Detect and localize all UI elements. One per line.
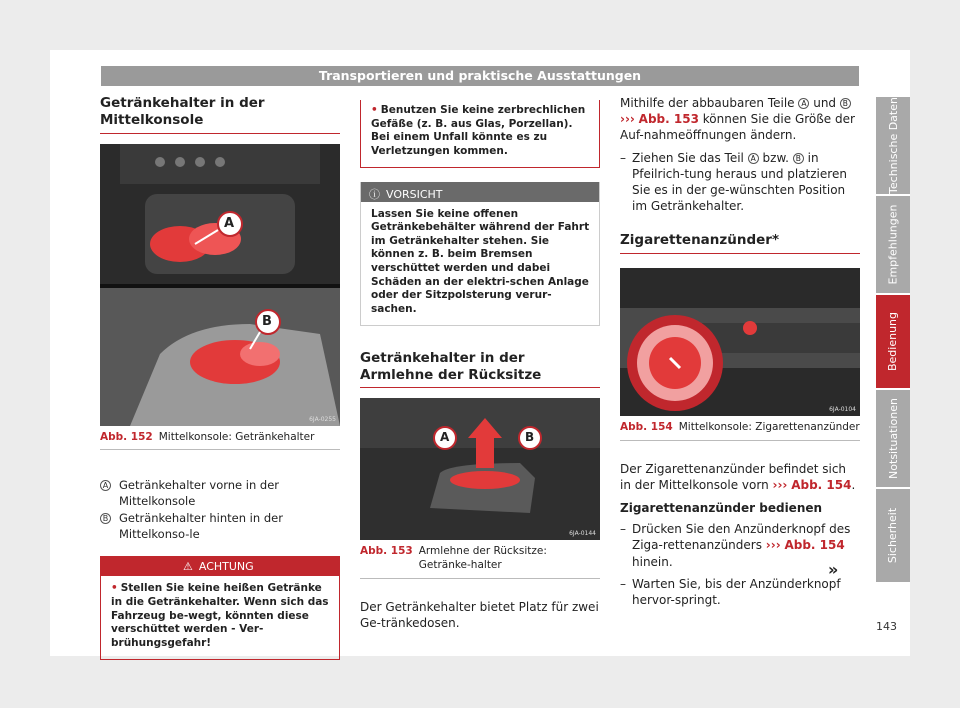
callout-a-label: A bbox=[440, 430, 450, 445]
step-text-b: hinein. bbox=[632, 554, 673, 569]
tab-empfehlungen[interactable] bbox=[876, 196, 910, 293]
tab-sicherheit[interactable] bbox=[876, 489, 910, 582]
subheading: Zigarettenanzünder bedienen bbox=[620, 501, 823, 516]
legend-item bbox=[100, 478, 340, 509]
running-header: Transportieren und praktische Ausstattungen bbox=[101, 66, 859, 86]
step-text-a: Ziehen Sie das Teil bbox=[632, 150, 744, 165]
tab-label: Empfehlungen bbox=[886, 204, 900, 285]
legend-item bbox=[100, 511, 340, 542]
step-or: bzw. bbox=[762, 150, 789, 165]
callout-b-label: B bbox=[525, 430, 535, 445]
section-heading-lighter: Zigarettenanzünder* bbox=[620, 232, 860, 254]
callout-b-label: B bbox=[262, 313, 272, 329]
figure-caption-text: Mittelkonsole: Zigarettenanzünder bbox=[678, 421, 860, 434]
bullet: • bbox=[111, 582, 118, 595]
caution-header bbox=[361, 182, 599, 202]
bullet: • bbox=[371, 104, 378, 116]
key-b: B bbox=[793, 153, 804, 164]
figure-code: 6JA-0255 bbox=[309, 415, 336, 423]
tab-technische-daten[interactable] bbox=[876, 97, 910, 194]
step-text: Warten Sie, bis der Anzünderknopf hervor-springt. bbox=[632, 576, 841, 607]
callout-layer bbox=[100, 144, 340, 426]
page-number: 143 bbox=[876, 620, 897, 633]
tab-label: Technische Daten bbox=[886, 97, 900, 194]
body-text: Der Getränkehalter bietet Platz für zwei Ge-tränkedosen. bbox=[360, 599, 599, 630]
figure-number: Abb. 154 bbox=[620, 421, 673, 434]
key-b: B bbox=[840, 98, 851, 109]
body-text: Der Zigarettenanzünder befindet sich in der Mittelkonsole vorn ››› Abb. 154. bbox=[620, 461, 856, 493]
figure-153 bbox=[360, 398, 600, 540]
figure-ref-link[interactable]: Abb. 153 bbox=[638, 112, 699, 127]
figure-caption bbox=[100, 426, 340, 451]
key-a: A bbox=[748, 153, 759, 164]
figure-caption bbox=[360, 540, 600, 578]
figure-caption-text: Armlehne der Rücksitze: Getränke-halter bbox=[418, 545, 547, 572]
figure-ref-link[interactable]: Abb. 154 bbox=[791, 478, 852, 493]
warning-header bbox=[101, 556, 339, 576]
ref-arrow: ››› bbox=[620, 112, 635, 127]
warning-box bbox=[100, 556, 340, 659]
column-2 bbox=[360, 95, 600, 631]
tab-bedienung[interactable] bbox=[876, 295, 910, 388]
section-heading-cupholder-console: Getränkehalter in der Mittelkonsole bbox=[100, 95, 340, 134]
step-item bbox=[620, 150, 860, 215]
warning-icon: ⚠ bbox=[183, 560, 193, 574]
column-3 bbox=[620, 95, 860, 608]
ref-arrow: ››› bbox=[772, 478, 788, 493]
intro-text: Mithilfe der abbaubaren Teile bbox=[620, 96, 795, 110]
warning-continued-box bbox=[360, 100, 600, 168]
continue-arrow: » bbox=[828, 560, 839, 579]
ref-arrow: ››› bbox=[765, 538, 781, 553]
step-text-a: Drücken Sie den Anzünderknopf des Ziga-rettenanzünders bbox=[632, 522, 851, 553]
warning-text: Stellen Sie keine heißen Getränke in die Getränkehalter. Wenn sich das Fahrzeug be-wegt, könnten diese verschüttet werden - Ver-brühungsgefahr! bbox=[111, 582, 329, 650]
step-text bbox=[632, 521, 860, 570]
intro-paragraph bbox=[620, 95, 860, 144]
figure-number: Abb. 152 bbox=[100, 430, 153, 443]
caution-body: Lassen Sie keine offenen Getränkebehälter während der Fahrt im Getränkehalter stehen. Sie können z. B. beim Bremsen verschüttet werden und dabei Schäden an der elektri-schen Anlage oder der Sitzpolsterung verur-sachen. bbox=[371, 207, 590, 316]
tab-label: Sicherheit bbox=[886, 507, 900, 564]
tab-label: Bedienung bbox=[886, 311, 900, 372]
warning-title: ACHTUNG bbox=[198, 560, 254, 574]
legend-key: A bbox=[100, 480, 111, 491]
and-text: und bbox=[813, 96, 837, 110]
figure-caption-text: Mittelkonsole: Getränkehalter bbox=[158, 430, 315, 443]
figure-code: 6JA-0104 bbox=[829, 406, 856, 414]
warning-body bbox=[101, 576, 339, 658]
legend-key: B bbox=[100, 513, 111, 524]
figure-ref-link[interactable]: Abb. 154 bbox=[784, 538, 845, 553]
lighter-illustration bbox=[620, 268, 860, 416]
callout-a-label: A bbox=[224, 215, 235, 231]
warning-continued-text: Benutzen Sie keine zerbrechlichen Gefäße (z. B. aus Glas, Porzellan). Bei einem Unfall könnte es zu Verletzungen kommen. bbox=[371, 104, 586, 157]
dash: – bbox=[620, 576, 626, 591]
step-text bbox=[632, 150, 860, 215]
section-heading-armrest: Getränkehalter in der Armlehne der Rücksitze bbox=[360, 350, 600, 389]
step-item bbox=[620, 576, 860, 608]
legend-text: Getränkehalter hinten in der Mittelkonso-le bbox=[119, 511, 283, 541]
tab-label: Notsituationen bbox=[886, 398, 900, 479]
dash: – bbox=[620, 150, 626, 165]
dash: – bbox=[620, 522, 626, 537]
callout-layer bbox=[360, 398, 600, 540]
caution-box bbox=[360, 182, 600, 326]
figure-154 bbox=[620, 268, 860, 416]
column-1 bbox=[100, 95, 340, 660]
figure-caption bbox=[620, 416, 860, 441]
figure-number: Abb. 153 bbox=[360, 545, 413, 558]
key-a: A bbox=[798, 98, 809, 109]
info-icon: ⓘ bbox=[369, 187, 380, 201]
figure-152 bbox=[100, 144, 340, 426]
legend bbox=[100, 478, 340, 542]
intro-text-continued: können Sie die Größe der Auf-nahmeöffnungen ändern. bbox=[620, 112, 855, 143]
step-text-b: in Pfeilrich-tung heraus und platzieren Sie es in der ge-wünschten Position im Getränkehalter. bbox=[632, 150, 847, 214]
body-text-a: Der Zigarettenanzünder befindet sich in der Mittelkonsole vorn bbox=[620, 461, 847, 493]
tab-notsituationen[interactable] bbox=[876, 390, 910, 487]
caution-title: VORSICHT bbox=[386, 187, 443, 201]
figure-code: 6JA-0144 bbox=[569, 530, 596, 538]
step-item bbox=[620, 521, 860, 570]
legend-text: Getränkehalter vorne in der Mittelkonsole bbox=[119, 478, 280, 508]
